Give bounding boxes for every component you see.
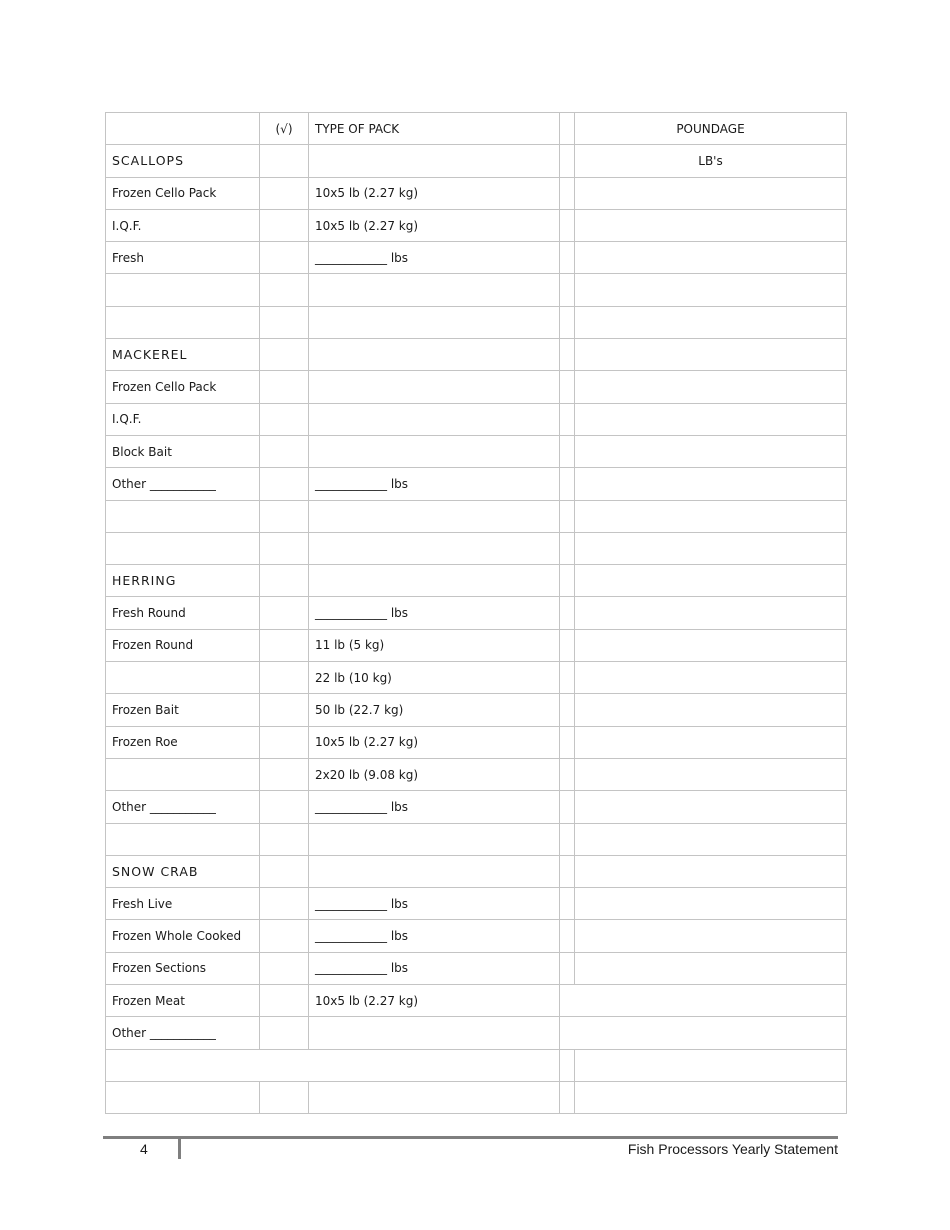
- product-name: Frozen Meat: [106, 985, 260, 1017]
- check-cell[interactable]: [260, 209, 309, 241]
- check-cell[interactable]: [260, 823, 309, 855]
- poundage-cell[interactable]: [575, 468, 847, 500]
- table-row: [106, 500, 847, 532]
- footer-rule: [103, 1136, 838, 1139]
- type-of-pack-cell: [309, 565, 560, 597]
- type-of-pack-cell: ____________ lbs: [309, 920, 560, 952]
- spacer-cell: [560, 403, 575, 435]
- spacer-cell: [560, 565, 575, 597]
- type-of-pack-cell: ____________ lbs: [309, 597, 560, 629]
- poundage-cell[interactable]: [575, 177, 847, 209]
- check-cell[interactable]: [260, 500, 309, 532]
- type-of-pack-cell: ____________ lbs: [309, 952, 560, 984]
- table-row: [106, 209, 847, 241]
- header-type-of-pack: TYPE OF PACK: [309, 113, 560, 145]
- spacer-cell: [560, 371, 575, 403]
- check-cell[interactable]: [260, 532, 309, 564]
- spacer-cell: [560, 177, 575, 209]
- check-cell[interactable]: [260, 274, 309, 306]
- blank-merged-cell: [106, 1049, 560, 1081]
- spacer-cell: [560, 694, 575, 726]
- spacer-cell: [560, 823, 575, 855]
- spacer-cell: [560, 1081, 575, 1113]
- check-cell[interactable]: [260, 468, 309, 500]
- spacer-cell: [560, 629, 575, 661]
- table-row: [106, 1081, 847, 1113]
- spacer-cell: [560, 1049, 575, 1081]
- poundage-cell[interactable]: [575, 758, 847, 790]
- check-cell[interactable]: [260, 985, 309, 1017]
- product-name: Fresh: [106, 242, 260, 274]
- check-cell[interactable]: [260, 565, 309, 597]
- header-poundage: POUNDAGE: [575, 113, 847, 145]
- table-row: [106, 242, 847, 274]
- check-cell[interactable]: [260, 242, 309, 274]
- header-row: [106, 113, 847, 145]
- check-cell[interactable]: [260, 145, 309, 177]
- check-cell[interactable]: [260, 339, 309, 371]
- type-of-pack-cell: 10x5 lb (2.27 kg): [309, 209, 560, 241]
- table-row: [106, 306, 847, 338]
- footer-title: Fish Processors Yearly Statement: [627, 1141, 838, 1157]
- product-name: Frozen Whole Cooked: [106, 920, 260, 952]
- poundage-cell[interactable]: [575, 500, 847, 532]
- header-spacer-cell: [560, 113, 575, 145]
- product-name: Fresh Round: [106, 597, 260, 629]
- table-row: [106, 694, 847, 726]
- table-row: [106, 629, 847, 661]
- table-row: [106, 952, 847, 984]
- poundage-cell[interactable]: [575, 242, 847, 274]
- product-name: Fresh Live: [106, 888, 260, 920]
- page-number: 4: [140, 1141, 148, 1157]
- table-row: [106, 726, 847, 758]
- spacer-cell: [560, 855, 575, 887]
- type-of-pack-cell: [309, 855, 560, 887]
- spacer-cell: [560, 952, 575, 984]
- check-cell[interactable]: [260, 662, 309, 694]
- type-of-pack-cell: ____________ lbs: [309, 791, 560, 823]
- product-name: Frozen Bait: [106, 694, 260, 726]
- check-cell[interactable]: [260, 726, 309, 758]
- poundage-cell[interactable]: [575, 662, 847, 694]
- table-row: [106, 1017, 847, 1049]
- table-row: [106, 177, 847, 209]
- type-of-pack-cell: 11 lb (5 kg): [309, 629, 560, 661]
- check-cell[interactable]: [260, 597, 309, 629]
- section-title: SNOW CRAB: [106, 855, 260, 887]
- type-of-pack-cell: 22 lb (10 kg): [309, 662, 560, 694]
- product-name: [106, 274, 260, 306]
- table-row: [106, 823, 847, 855]
- table-row: [106, 597, 847, 629]
- spacer-cell: [560, 662, 575, 694]
- type-of-pack-cell: [309, 339, 560, 371]
- header-species-cell: [106, 113, 260, 145]
- check-cell[interactable]: [260, 855, 309, 887]
- spacer-cell: [560, 532, 575, 564]
- spacer-cell: [560, 274, 575, 306]
- check-cell[interactable]: [260, 177, 309, 209]
- table-row: [106, 855, 847, 887]
- spacer-cell: [560, 500, 575, 532]
- table-row: [106, 920, 847, 952]
- check-cell[interactable]: [260, 920, 309, 952]
- product-name: [106, 758, 260, 790]
- poundage-cell[interactable]: [575, 629, 847, 661]
- table-row: [106, 565, 847, 597]
- spacer-cell: [560, 339, 575, 371]
- type-of-pack-cell: [309, 145, 560, 177]
- type-of-pack-cell: [309, 1017, 560, 1049]
- check-cell[interactable]: [260, 371, 309, 403]
- check-cell[interactable]: [260, 435, 309, 467]
- table-row: [106, 468, 847, 500]
- poundage-cell[interactable]: [575, 823, 847, 855]
- type-of-pack-cell: ____________ lbs: [309, 888, 560, 920]
- table-row: [106, 662, 847, 694]
- spacer-cell: [560, 209, 575, 241]
- statement-table: [105, 112, 847, 1114]
- type-of-pack-cell: 10x5 lb (2.27 kg): [309, 177, 560, 209]
- type-of-pack-cell: 2x20 lb (9.08 kg): [309, 758, 560, 790]
- spacer-cell: [560, 920, 575, 952]
- table-row: [106, 371, 847, 403]
- section-title: SCALLOPS: [106, 145, 260, 177]
- section-title: MACKEREL: [106, 339, 260, 371]
- product-name: [106, 662, 260, 694]
- spacer-cell: [560, 726, 575, 758]
- product-name: [106, 1081, 260, 1113]
- table-row: [106, 145, 847, 177]
- check-cell[interactable]: [260, 888, 309, 920]
- product-name: Block Bait: [106, 435, 260, 467]
- product-name: Frozen Cello Pack: [106, 177, 260, 209]
- type-of-pack-cell: [309, 532, 560, 564]
- spacer-cell: [560, 888, 575, 920]
- type-of-pack-cell: 10x5 lb (2.27 kg): [309, 726, 560, 758]
- product-name: [106, 532, 260, 564]
- table-row: [106, 758, 847, 790]
- check-cell[interactable]: [260, 1017, 309, 1049]
- product-name: Frozen Round: [106, 629, 260, 661]
- poundage-cell[interactable]: [560, 1017, 847, 1049]
- poundage-cell[interactable]: [575, 532, 847, 564]
- product-name: Frozen Cello Pack: [106, 371, 260, 403]
- spacer-cell: [560, 242, 575, 274]
- type-of-pack-cell: ____________ lbs: [309, 242, 560, 274]
- product-name: Other ___________: [106, 1017, 260, 1049]
- poundage-cell[interactable]: [575, 339, 847, 371]
- check-cell[interactable]: [260, 1081, 309, 1113]
- poundage-cell[interactable]: [575, 1081, 847, 1113]
- spacer-cell: [560, 468, 575, 500]
- spacer-cell: [560, 597, 575, 629]
- footer-divider: [178, 1139, 181, 1159]
- spacer-cell: [560, 791, 575, 823]
- poundage-cell[interactable]: [575, 888, 847, 920]
- poundage-cell[interactable]: [575, 209, 847, 241]
- type-of-pack-cell: [309, 435, 560, 467]
- spacer-cell: [560, 758, 575, 790]
- spacer-cell: [560, 306, 575, 338]
- poundage-cell[interactable]: [575, 565, 847, 597]
- check-cell[interactable]: [260, 952, 309, 984]
- type-of-pack-cell: 50 lb (22.7 kg): [309, 694, 560, 726]
- type-of-pack-cell: [309, 306, 560, 338]
- check-cell[interactable]: [260, 403, 309, 435]
- table-row: [106, 435, 847, 467]
- product-name: Frozen Sections: [106, 952, 260, 984]
- check-cell[interactable]: [260, 791, 309, 823]
- poundage-cell[interactable]: [575, 306, 847, 338]
- poundage-cell[interactable]: [575, 597, 847, 629]
- spacer-cell: [560, 435, 575, 467]
- poundage-cell[interactable]: [575, 371, 847, 403]
- spacer-cell: [560, 145, 575, 177]
- table-row: [106, 888, 847, 920]
- product-name: Other ___________: [106, 791, 260, 823]
- product-name: I.Q.F.: [106, 209, 260, 241]
- type-of-pack-cell: [309, 371, 560, 403]
- poundage-cell[interactable]: [575, 855, 847, 887]
- type-of-pack-cell: [309, 500, 560, 532]
- product-name: [106, 500, 260, 532]
- table-row: [106, 532, 847, 564]
- table-row: [106, 791, 847, 823]
- table-row: [106, 1049, 847, 1081]
- poundage-cell[interactable]: [575, 403, 847, 435]
- type-of-pack-cell: ____________ lbs: [309, 468, 560, 500]
- check-cell[interactable]: [260, 306, 309, 338]
- poundage-cell[interactable]: [575, 1049, 847, 1081]
- poundage-cell[interactable]: [575, 726, 847, 758]
- poundage-unit: LB's: [575, 145, 847, 177]
- check-cell[interactable]: [260, 629, 309, 661]
- poundage-cell[interactable]: [575, 694, 847, 726]
- check-cell[interactable]: [260, 758, 309, 790]
- product-name: Frozen Roe: [106, 726, 260, 758]
- table-row: [106, 985, 847, 1017]
- type-of-pack-cell: [309, 274, 560, 306]
- poundage-cell[interactable]: [575, 952, 847, 984]
- product-name: I.Q.F.: [106, 403, 260, 435]
- type-of-pack-cell: [309, 1081, 560, 1113]
- poundage-cell[interactable]: [575, 274, 847, 306]
- poundage-cell[interactable]: [560, 985, 847, 1017]
- table-row: [106, 339, 847, 371]
- type-of-pack-cell: [309, 823, 560, 855]
- product-name: Other ___________: [106, 468, 260, 500]
- poundage-cell[interactable]: [575, 435, 847, 467]
- type-of-pack-cell: 10x5 lb (2.27 kg): [309, 985, 560, 1017]
- poundage-cell[interactable]: [575, 920, 847, 952]
- product-name: [106, 823, 260, 855]
- table-row: [106, 274, 847, 306]
- poundage-cell[interactable]: [575, 791, 847, 823]
- section-title: HERRING: [106, 565, 260, 597]
- product-name: [106, 306, 260, 338]
- header-check: (√): [260, 113, 309, 145]
- table-row: [106, 403, 847, 435]
- check-cell[interactable]: [260, 694, 309, 726]
- type-of-pack-cell: [309, 403, 560, 435]
